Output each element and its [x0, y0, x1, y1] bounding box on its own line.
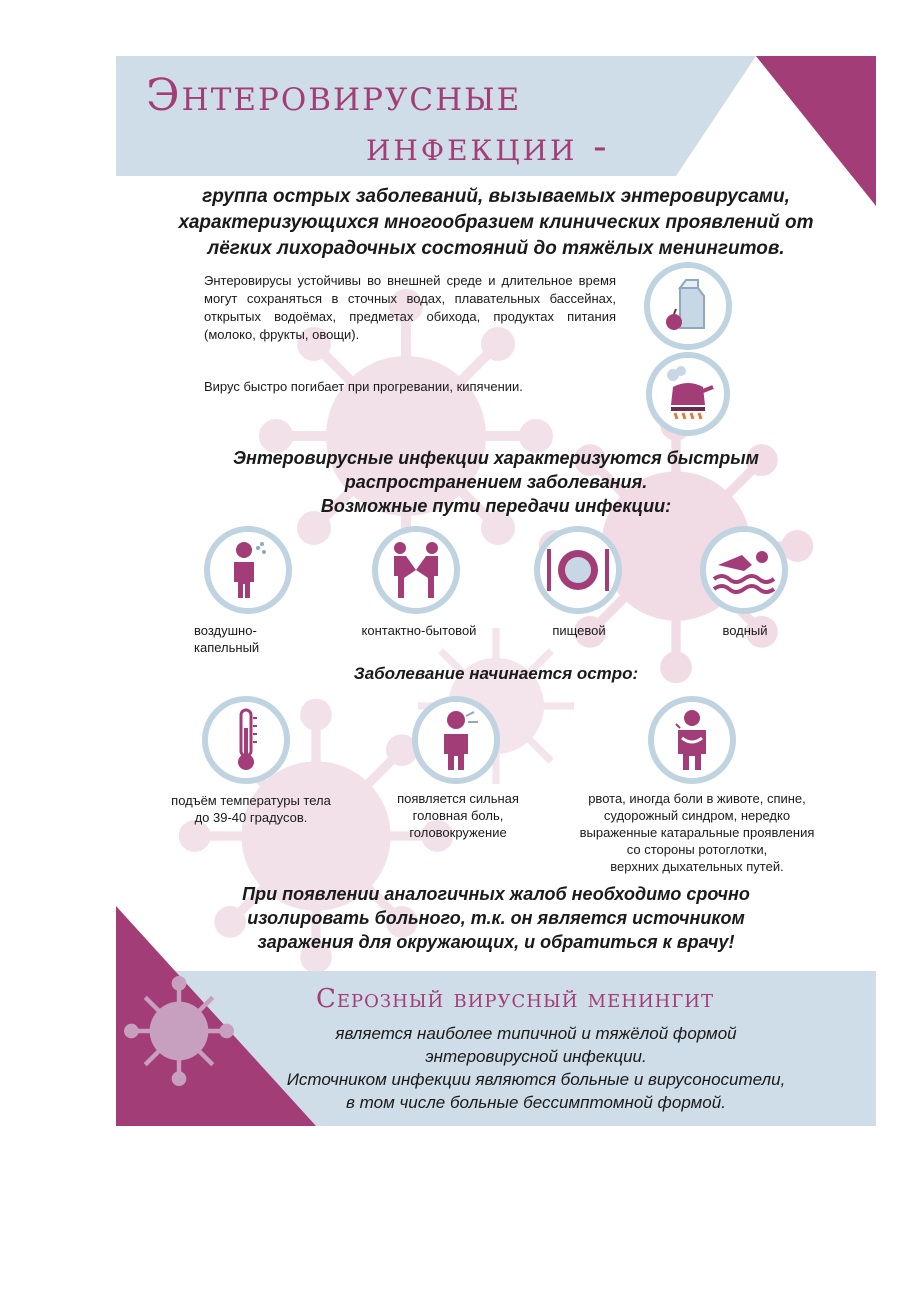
page-title: Энтеровирусные	[146, 70, 522, 121]
resistance-icon-ring	[644, 262, 732, 350]
symptom-headache-label: появляется сильная головная боль, головокружение	[397, 791, 519, 840]
heating-icon-ring	[646, 352, 730, 436]
sneezing-person-icon	[220, 540, 276, 600]
handshake-icon	[386, 540, 446, 600]
warning-line: заражения для окружающих, и обратиться к врачу!	[257, 932, 735, 952]
spread-heading-line: Возможные пути передачи инфекции:	[320, 496, 672, 516]
onset-heading: Заболевание начинается остро:	[353, 664, 639, 683]
route-water-label: водный	[722, 623, 768, 638]
meningitis-title: Серозный вирусный менингит	[316, 984, 714, 1014]
meningitis-text	[226, 1022, 846, 1114]
swimmer-icon	[712, 545, 776, 595]
meningitis-line: является наиболее типичной и тяжёлой формой	[335, 1024, 737, 1043]
route-water-ring	[700, 526, 788, 614]
spread-heading	[146, 446, 846, 518]
route-food-ring	[534, 526, 622, 614]
spread-heading-line: распространением заболевания.	[344, 472, 648, 492]
virus-decoration-icon	[124, 976, 234, 1086]
symptom-vomiting-label: рвота, иногда боли в животе, спине, судорожный синдром, нередко выраженные катаральные проявления со стороны ротоглотки, верхних дыхательных путей.	[579, 791, 815, 874]
milk-apple-icon	[658, 276, 718, 336]
route-airborne-ring	[204, 526, 292, 614]
heating-text: Вирус быстро погибает при прогревании, кипячении.	[204, 379, 523, 394]
spread-heading-line: Энтеровирусные инфекции характеризуются быстрым	[233, 448, 759, 468]
symptom-fever-label: подъём температуры тела до 39-40 градусов.	[171, 793, 331, 825]
boiling-kettle-icon	[659, 365, 717, 423]
headache-person-icon	[428, 708, 484, 772]
warning-line: При появлении аналогичных жалоб необходимо срочно	[242, 884, 750, 904]
lead-definition: группа острых заболеваний, вызываемых энтеровирусами, характеризующихся многообразием клинических проявлений от лёгких лихорадочных состояний до тяжёлых менингитов.	[178, 186, 814, 259]
meningitis-line: энтеровирусной инфекции.	[425, 1047, 647, 1066]
route-airborne-label: воздушно- капельный	[194, 623, 260, 655]
meningitis-line: Источником инфекции являются больные и вирусоносители,	[286, 1070, 786, 1089]
page-title-continued: инфекции -	[366, 124, 610, 170]
symptom-fever-ring	[202, 696, 290, 784]
stomachache-person-icon	[664, 708, 720, 772]
resistance-text: Энтеровирусы устойчивы во внешней среде и длительное время могут сохраняться в сточных водах, плавательных бассейнах, открытых водоёмах, предметах обихода, продуктах питания (молоко, фрукты, овощи).	[204, 273, 616, 342]
symptom-vomiting-ring	[648, 696, 736, 784]
meningitis-line: в том числе больные бессимптомной формой.	[346, 1093, 726, 1112]
plate-fork-knife-icon	[545, 545, 611, 595]
thermometer-icon	[231, 708, 261, 772]
route-contact-label: контактно-бытовой	[361, 623, 477, 638]
poster	[116, 56, 876, 1126]
route-food-label: пищевой	[552, 623, 606, 638]
symptom-headache-ring	[412, 696, 500, 784]
route-contact-ring	[372, 526, 460, 614]
warning-line: изолировать больного, т.к. он является источником	[247, 908, 745, 928]
